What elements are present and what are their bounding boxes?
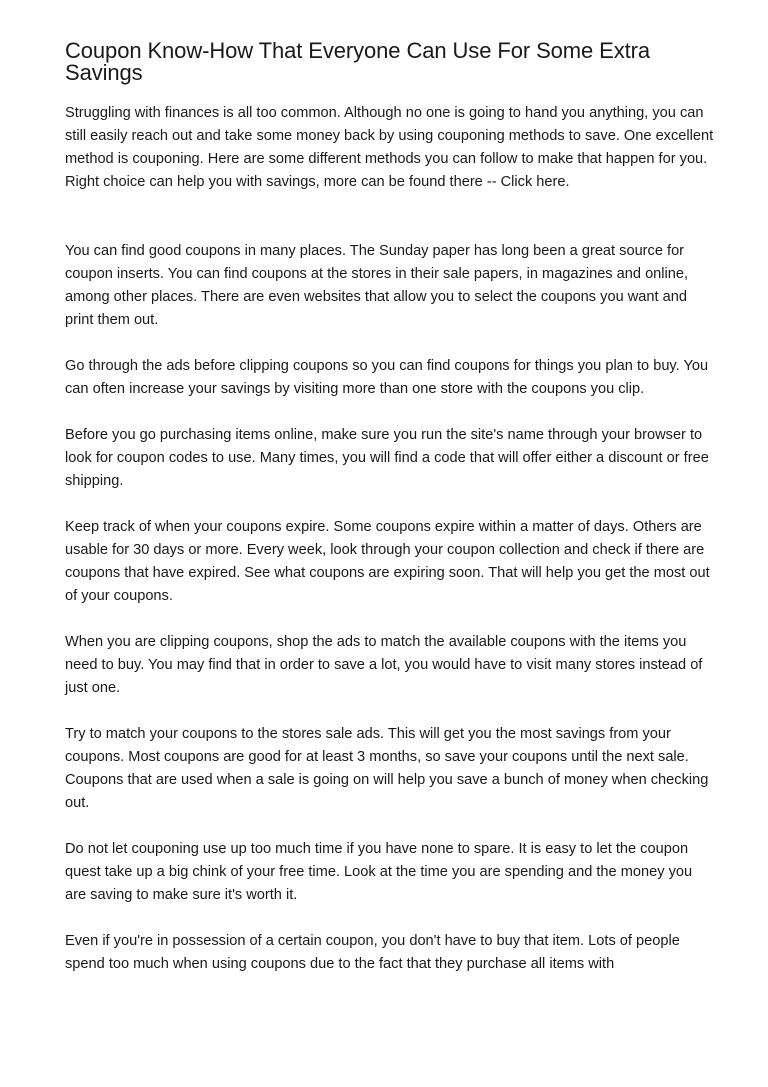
- paragraph-dont-buy: Even if you're in possession of a certain coupon, you don't have to buy that item. Lots of people spend too much when using coupons due to the fact that they purchase all items with: [65, 933, 680, 972]
- paragraph-check-ads: Go through the ads before clipping coupons so you can find coupons for things you plan to buy. You can often increase your savings by visiting more than one store with the coupons you clip.: [65, 358, 709, 397]
- paragraph-coupon-sources: You can find good coupons in many places. The Sunday paper has long been a great source for coupon inserts. You can find coupons at the stores in their sale papers, in magazines and online, among other places. There are even websites that allow you to select the coupons you want and print them out.: [65, 243, 689, 328]
- paragraph-expiration: Keep track of when your coupons expire. Some coupons expire within a matter of days. Others are usable for 30 days or more. Every week, look through your coupon collection and check if there are coupons that have expired. See what coupons are expiring soon. That will help you get the most out of your coupons.: [65, 519, 710, 604]
- document-page: [65, 40, 715, 999]
- paragraph-time: Do not let couponing use up too much time if you have none to spare. It is easy to let the coupon quest take up a big chink of your free time. Look at the time you are spending and the money you are saving to make sure it's worth it.: [65, 841, 693, 903]
- document-title: Coupon Know-How That Everyone Can Use For Some Extra Savings: [65, 38, 650, 85]
- intro-trailing-period: .: [565, 174, 570, 190]
- intro-text: Struggling with finances is all too common. Although no one is going to hand you anything, you can still easily reach out and take some money back by using couponing methods to save. One excellent method is couponing. Here are some different methods you can follow to make that happen for you. Right choice can help you with savings, more can be found there -: [65, 105, 714, 190]
- intro-paragraph: [65, 102, 715, 194]
- click-here-link[interactable]: - Click here: [491, 174, 566, 190]
- paragraph-shop-ads: When you are clipping coupons, shop the ads to match the available coupons with the items you need to buy. You may find that in order to save a lot, you would have to visit many stores instead of just one.: [65, 634, 703, 696]
- paragraph-sale-ads: Try to match your coupons to the stores sale ads. This will get you the most savings from your coupons. Most coupons are good for at least 3 months, so save your coupons until the next sale. Coupons that are used when a sale is going on will help you save a bunch of money when checking out.: [65, 726, 709, 811]
- paragraph-online-codes: Before you go purchasing items online, make sure you run the site's name through your browser to look for coupon codes to use. Many times, you will find a code that will offer either a discount or free shipping.: [65, 427, 709, 489]
